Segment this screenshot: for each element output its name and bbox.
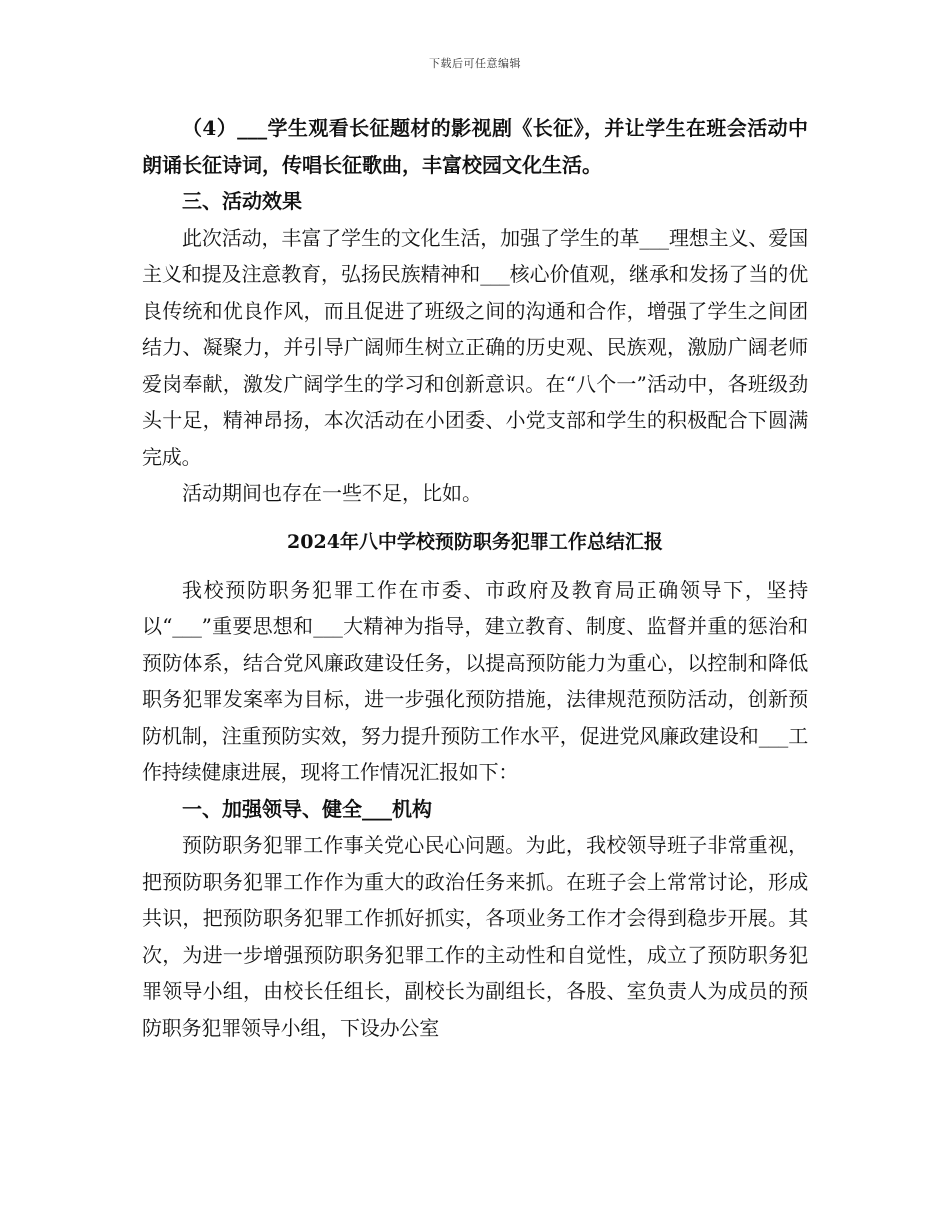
paragraph-leadership: 预防职务犯罪工作事关党心民心问题。为此，我校领导班子非常重视，把预防职务犯罪工作作为重大的政治任务来抓。在班子会上常常讨论，形成共识，把预防职务犯罪工作抓好抓实，各项业务工作才会得到稳步开展。其次，为进一步增强预防职务犯罪工作的主动性和自觉性，成立了预防职务犯罪领导小组，由校长任组长，副校长为副组长，各股、室负责人为成员的预防职务犯罪领导小组，下设办公室	[142, 833, 808, 1040]
activity-item-4: （4）___学生观看长征题材的影视剧《长征》，并让学生在班会活动中朗诵长征诗词，传唱长征歌曲，丰富校园文化生活。	[142, 116, 808, 177]
section-heading-leadership: 一、加强领导、健全___机构	[182, 796, 432, 821]
page-header-note: 下载后可任意编辑	[429, 57, 521, 70]
paragraph-shortcomings: 活动期间也存在一些不足，比如。	[182, 481, 482, 505]
section-heading-activity-effect: 三、活动效果	[182, 189, 302, 213]
paragraph-intro: 我校预防职务犯罪工作在市委、市政府及教育局正确领导下，坚持以“___”重要思想和___大精神为指导，建立教育、制度、监督并重的惩治和预防体系，结合党风廉政建设任务，以提高预防能力为重心，以控制和降低职务犯罪发案率为目标，进一步强化预防措施，法律规范预防活动，创新预防机制，注重预防实效，努力提升预防工作水平，促进党风廉政建设和___工作持续健康进展，现将工作情况汇报如下：	[142, 577, 808, 784]
paragraph-activity-effect: 此次活动，丰富了学生的文化生活，加强了学生的革___理想主义、爱国主义和提及注意教育，弘扬民族精神和___核心价值观，继承和发扬了当的优良传统和优良作风，而且促进了班级之间的沟通和合作，增强了学生之间团结力、凝聚力，并引导广阔师生树立正确的历史观、民族观，激励广阔老师爱岗奉献，激发广阔学生的学习和创新意识。在“八个一”活动中，各班级劲头十足，精神昂扬，本次活动在小团委、小党支部和学生的积极配合下圆满完成。	[142, 225, 808, 469]
document-title: 2024年八中学校预防职务犯罪工作总结汇报	[287, 530, 663, 553]
document-body	[142, 110, 808, 1046]
